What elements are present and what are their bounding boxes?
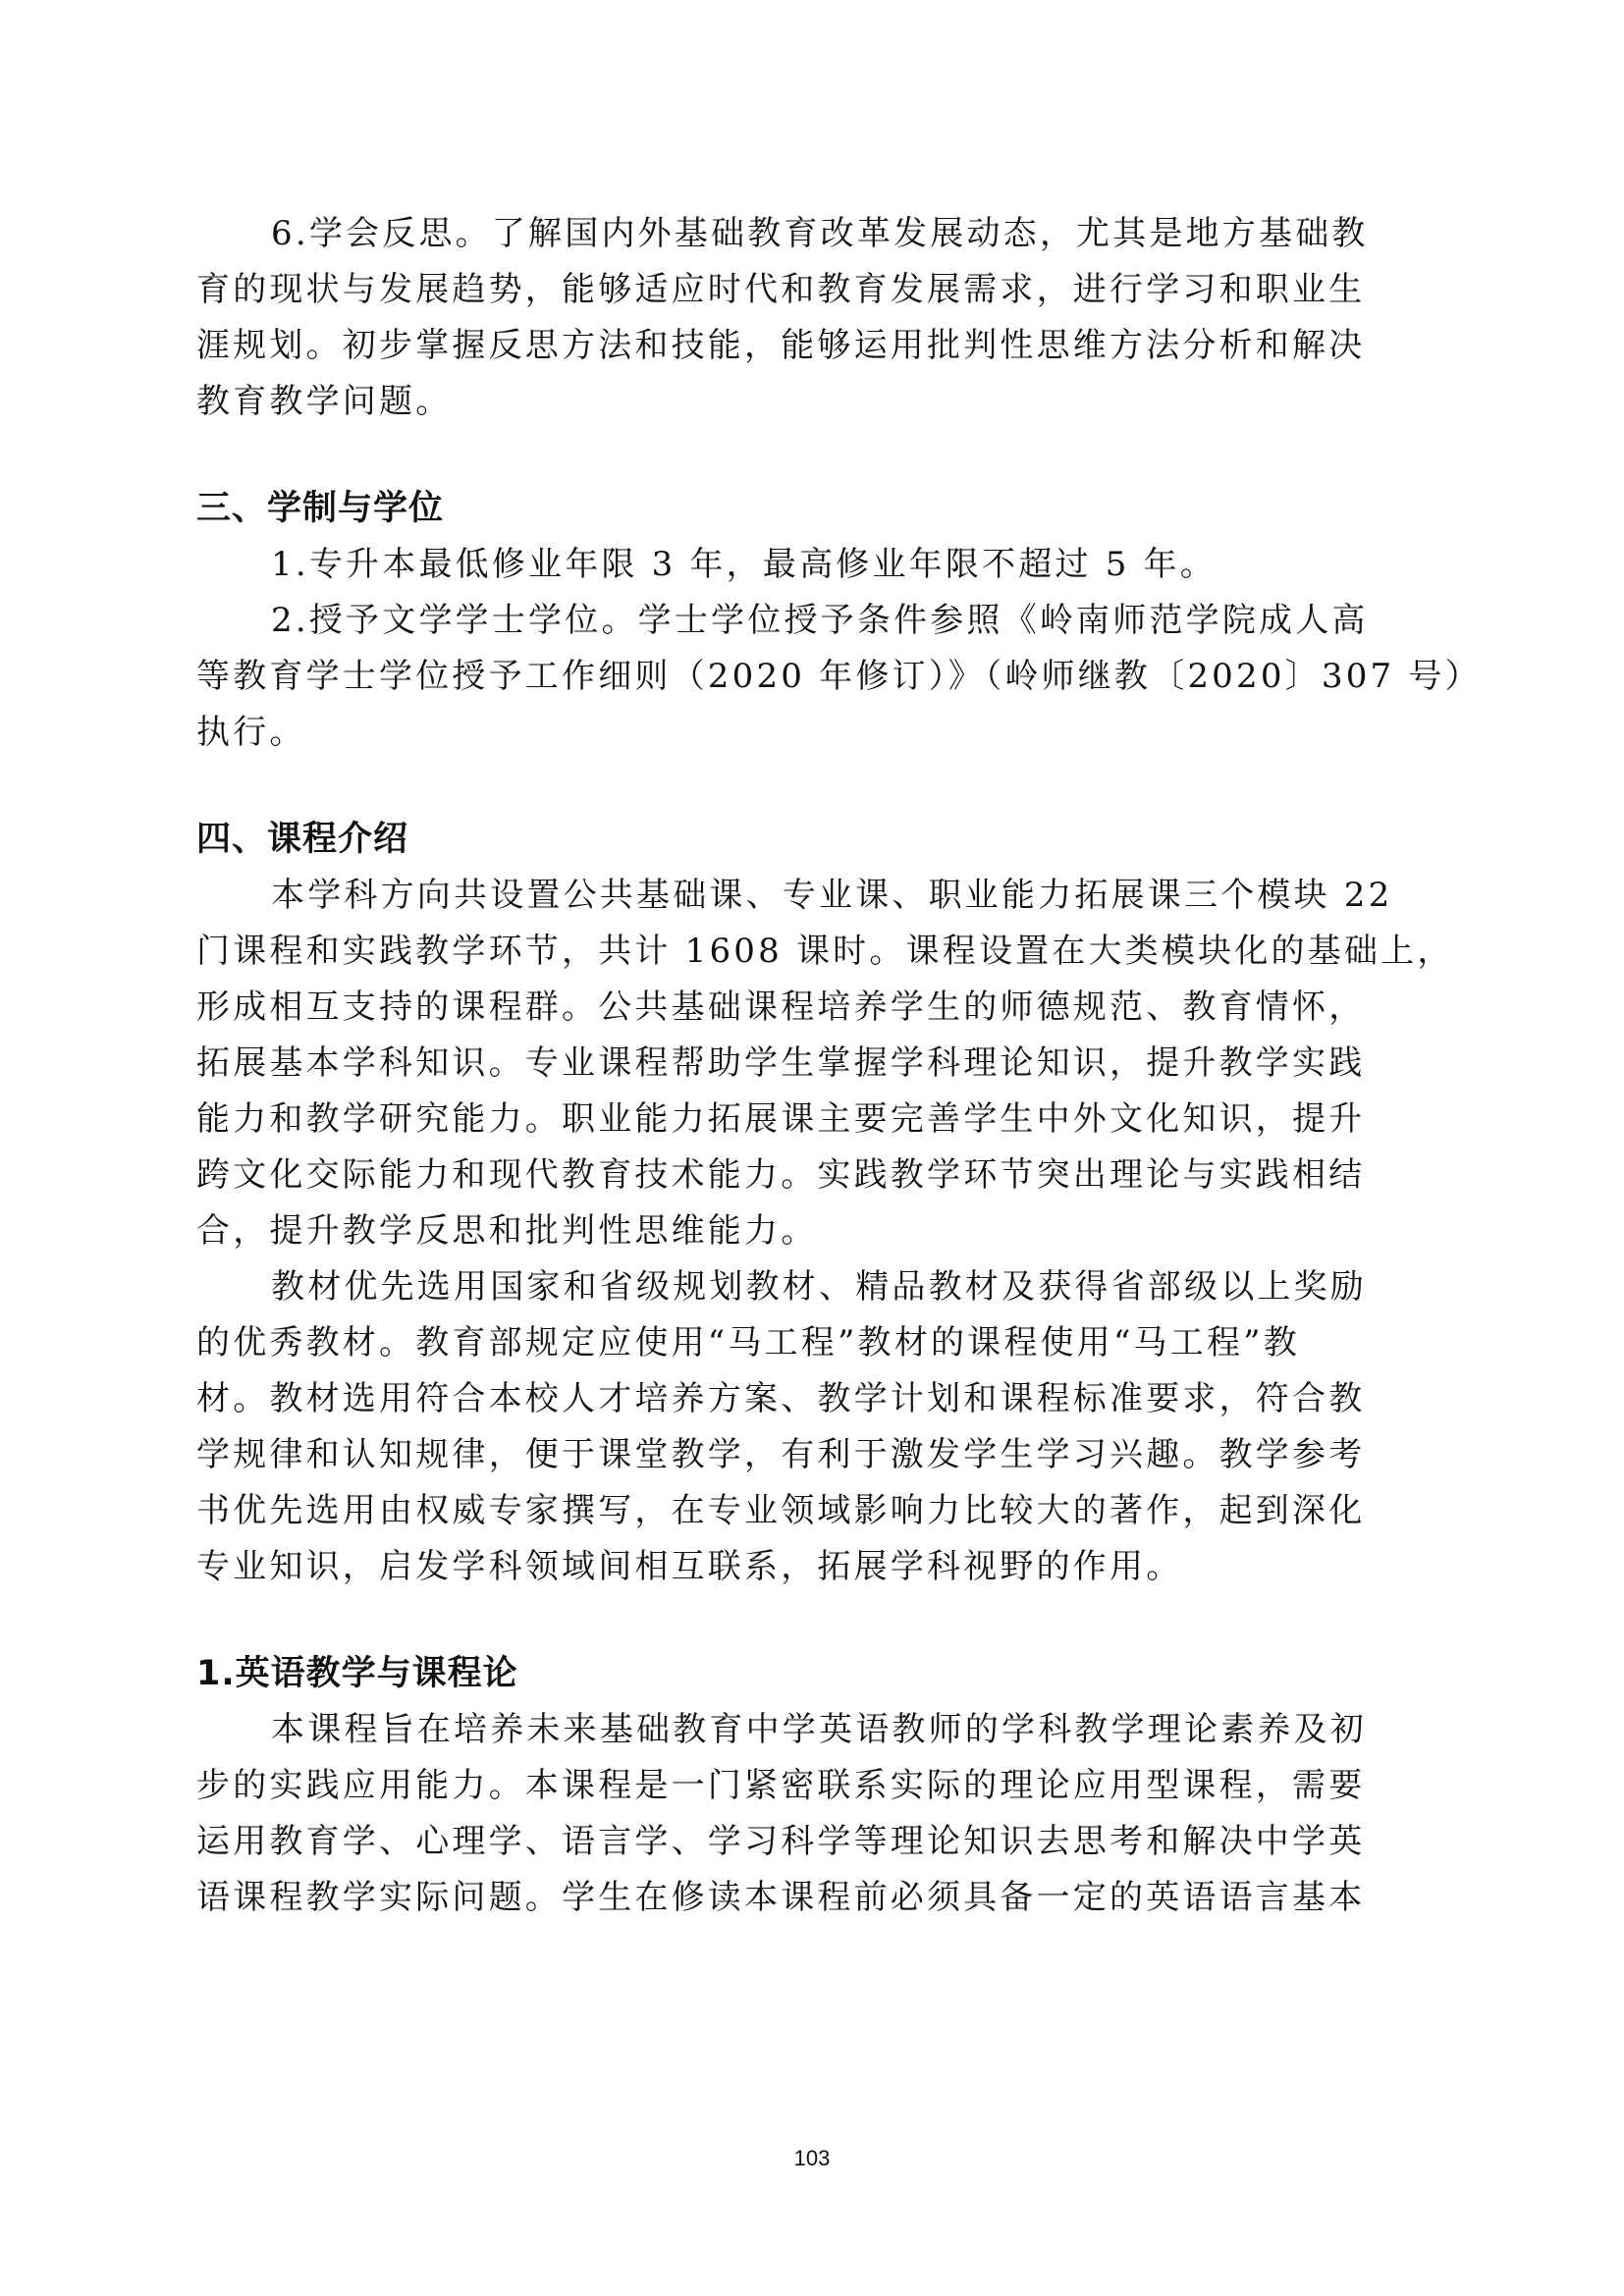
text-line: 专业知识，启发学科领域间相互联系，拓展学科视野的作用。 <box>196 1547 1183 1586</box>
text-line: 2.授予文学学士学位。学士学位授予条件参照《岭南师范学院成人高 <box>271 601 1369 640</box>
text-line: 的优秀教材。教育部规定应使用“马工程”教材的课程使用“马工程”教 <box>196 1323 1300 1362</box>
text-line: 育的现状与发展趋势，能够适应时代和教育发展需求，进行学习和职业生 <box>196 270 1366 309</box>
paragraph-duration <box>196 537 1438 593</box>
text-line: 学规律和认知规律，便于课堂教学，有利于激发学生学习兴趣。教学参考 <box>196 1435 1366 1474</box>
text-line: 运用教育学、心理学、语言学、学习科学等理论知识去思考和解决中学英 <box>196 1822 1366 1861</box>
text-line: 本课程旨在培养未来基础教育中学英语教师的学科教学理论素养及初 <box>271 1710 1367 1749</box>
page-content <box>196 206 1482 1926</box>
text-line: 教材优先选用国家和省级规划教材、精品教材及获得省部级以上奖励 <box>271 1267 1367 1307</box>
text-line: 语课程教学实际问题。学生在修读本课程前必须具备一定的英语语言基本 <box>196 1878 1366 1917</box>
text-line: 6.学会反思。了解国内外基础教育改革发展动态，尤其是地方基础教 <box>271 214 1369 253</box>
paragraph-degree <box>196 593 1482 761</box>
text-line: 步的实践应用能力。本课程是一门紧密联系实际的理论应用型课程，需要 <box>196 1766 1366 1805</box>
text-line: 执行。 <box>196 713 306 752</box>
spacer <box>196 1595 1438 1646</box>
text-line: 等教育学士学位授予工作细则（2020 年修订）》（岭师继教〔2020〕307 号） <box>196 657 1482 696</box>
text-line: 形成相互支持的课程群。公共基础课程培养学生的师德规范、教育情怀， <box>196 988 1366 1027</box>
text-line: 本学科方向共设置公共基础课、专业课、职业能力拓展课三个模块 22 <box>271 876 1393 915</box>
paragraph-english-teaching <box>196 1702 1438 1926</box>
text-line: 材。教材选用符合本校人才培养方案、教学计划和课程标准要求，符合教 <box>196 1379 1366 1418</box>
spacer <box>196 430 1438 481</box>
text-line: 能力和教学研究能力。职业能力拓展课主要完善学生中外文化知识，提升 <box>196 1099 1366 1139</box>
section-heading-course-intro: 四、课程介绍 <box>196 820 409 859</box>
subsection-heading-english-teaching: 1.英语教学与课程论 <box>196 1654 518 1693</box>
text-line: 跨文化交际能力和现代教育技术能力。实践教学环节突出理论与实践相结 <box>196 1155 1366 1195</box>
spacer <box>196 761 1438 812</box>
paragraph-textbooks <box>196 1259 1438 1595</box>
text-line: 合，提升教学反思和批判性思维能力。 <box>196 1211 818 1251</box>
page-number: 103 <box>793 2146 831 2170</box>
text-line: 1.专升本最低修业年限 3 年，最高修业年限不超过 5 年。 <box>271 545 1217 584</box>
text-line: 涯规划。初步掌握反思方法和技能，能够运用批判性思维方法分析和解决 <box>196 326 1366 365</box>
paragraph-course-structure <box>196 868 1454 1259</box>
text-line: 教育教学问题。 <box>196 382 453 421</box>
text-line: 拓展基本学科知识。专业课程帮助学生掌握学科理论知识，提升教学实践 <box>196 1043 1366 1083</box>
text-line: 门课程和实践教学环节，共计 1608 课时。课程设置在大类模块化的基础上， <box>196 932 1454 971</box>
paragraph-reflection <box>196 206 1438 430</box>
text-line: 书优先选用由权威专家撰写，在专业领域影响力比较大的著作，起到深化 <box>196 1491 1366 1530</box>
section-heading-duration-degree: 三、学制与学位 <box>196 489 445 528</box>
